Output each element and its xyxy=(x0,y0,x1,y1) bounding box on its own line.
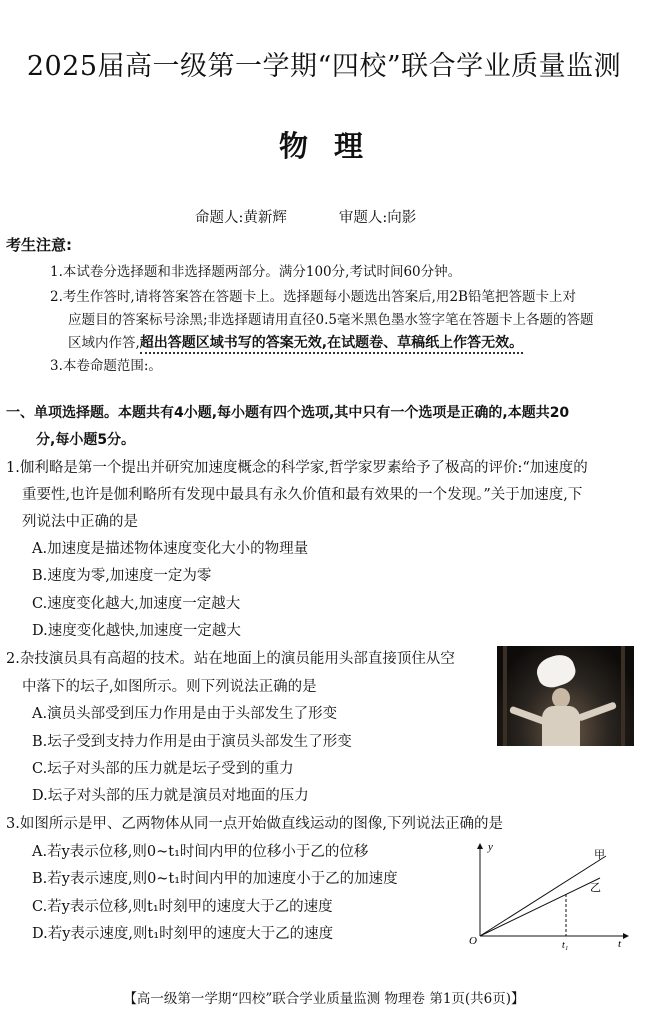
photo-lamp-left xyxy=(503,646,507,746)
q3-stem: 3.如图所示是甲、乙两物体从同一点开始做直线运动的图像,下列说法正确的是 xyxy=(6,816,503,832)
photo-lamp-right xyxy=(621,646,625,746)
reviewer: 审题人:向影 xyxy=(338,210,417,226)
q2-stem-2: 中落下的坛子,如图所示。则下列说法正确的是 xyxy=(22,679,317,695)
line-a xyxy=(480,856,606,936)
notice-item-2-end xyxy=(68,331,523,352)
t1-label: t₁ xyxy=(562,940,569,951)
q1-stem-1: 1.伽利略是第一个提出并研究加速度概念的科学家,哲学家罗素给予了极高的评价:“加速度的 xyxy=(6,460,588,476)
q2-option-d: D.坛子对头部的压力就是演员对地面的压力 xyxy=(32,788,309,804)
q3-option-c: C.若y表示位移,则t₁时刻甲的速度大于乙的速度 xyxy=(32,899,333,915)
notice-item-2: 2.考生作答时,请将答案答在答题卡上。选择题每小题选出答案后,用2B铅笔把答题卡上对 xyxy=(50,289,576,305)
line-b-label: 乙 xyxy=(590,881,601,894)
origin-label: O xyxy=(469,935,477,947)
q1-option-b: B.速度为零,加速度一定为零 xyxy=(32,568,212,584)
q1-option-c: C.速度变化越大,加速度一定越大 xyxy=(32,596,241,612)
exam-title: 2025届高一级第一学期“四校”联合学业质量监测 xyxy=(26,51,622,82)
line-a-label: 甲 xyxy=(594,848,605,861)
notice-item-2-cont: 应题目的答案标号涂黑;非选择题请用直径0.5毫米黑色墨水签字笔在答题卡上各题的答题 xyxy=(68,312,594,328)
notice-heading: 考生注意: xyxy=(6,236,72,254)
q2-option-b: B.坛子受到支持力作用是由于演员头部发生了形变 xyxy=(32,734,352,750)
q2-stem-1: 2.杂技演员具有高超的技术。站在地面上的演员能用头部直接顶住从空 xyxy=(6,651,455,667)
q3-graph xyxy=(466,836,636,951)
q1-stem-2: 重要性,也许是伽利略所有发现中最具有永久价值和最有效果的一个发现。”关于加速度,下 xyxy=(22,487,583,503)
notice-item-2-tail: 区域内作答, xyxy=(68,335,140,351)
q3-option-d: D.若y表示速度,则t₁时刻甲的速度大于乙的速度 xyxy=(32,926,334,942)
subject-title: 物理 xyxy=(278,129,389,163)
notice-item-3: 3.本卷命题范围:。 xyxy=(50,358,162,374)
section-heading-cont: 分,每小题5分。 xyxy=(36,432,136,448)
y-axis-label: y xyxy=(488,841,493,853)
q2-option-a: A.演员头部受到压力作用是由于头部发生了形变 xyxy=(32,706,338,722)
photo-head xyxy=(552,688,570,708)
photo-arm-right xyxy=(577,701,617,721)
q1-stem-3: 列说法中正确的是 xyxy=(22,514,138,530)
author: 命题人:黄新辉 xyxy=(195,210,287,226)
q1-option-a: A.加速度是描述物体速度变化大小的物理量 xyxy=(32,541,309,557)
photo-jar xyxy=(533,651,578,691)
notice-item-1: 1.本试卷分选择题和非选择题两部分。满分100分,考试时间60分钟。 xyxy=(50,264,462,280)
q1-option-d: D.速度变化越快,加速度一定越大 xyxy=(32,623,241,639)
q3-option-a: A.若y表示位移,则0~t₁时间内甲的位移小于乙的位移 xyxy=(32,844,369,860)
acrobat-photo xyxy=(497,646,634,746)
q2-option-c: C.坛子对头部的压力就是坛子受到的重力 xyxy=(32,761,294,777)
q3-option-b: B.若y表示速度,则0~t₁时间内甲的加速度小于乙的加速度 xyxy=(32,871,398,887)
authors-line xyxy=(195,206,468,227)
page-footer: 【高一级第一学期“四校”联合学业质量监测 物理卷 第1页(共6页)】 xyxy=(123,991,525,1007)
x-axis-label: t xyxy=(618,938,622,950)
line-b xyxy=(480,878,600,936)
photo-body xyxy=(542,706,580,746)
section-heading: 一、单项选择题。本题共有4小题,每小题有四个选项,其中只有一个选项是正确的,本题共20 xyxy=(6,405,570,421)
notice-emphasis: 超出答题区域书写的答案无效,在试题卷、草稿纸上作答无效。 xyxy=(140,335,523,354)
